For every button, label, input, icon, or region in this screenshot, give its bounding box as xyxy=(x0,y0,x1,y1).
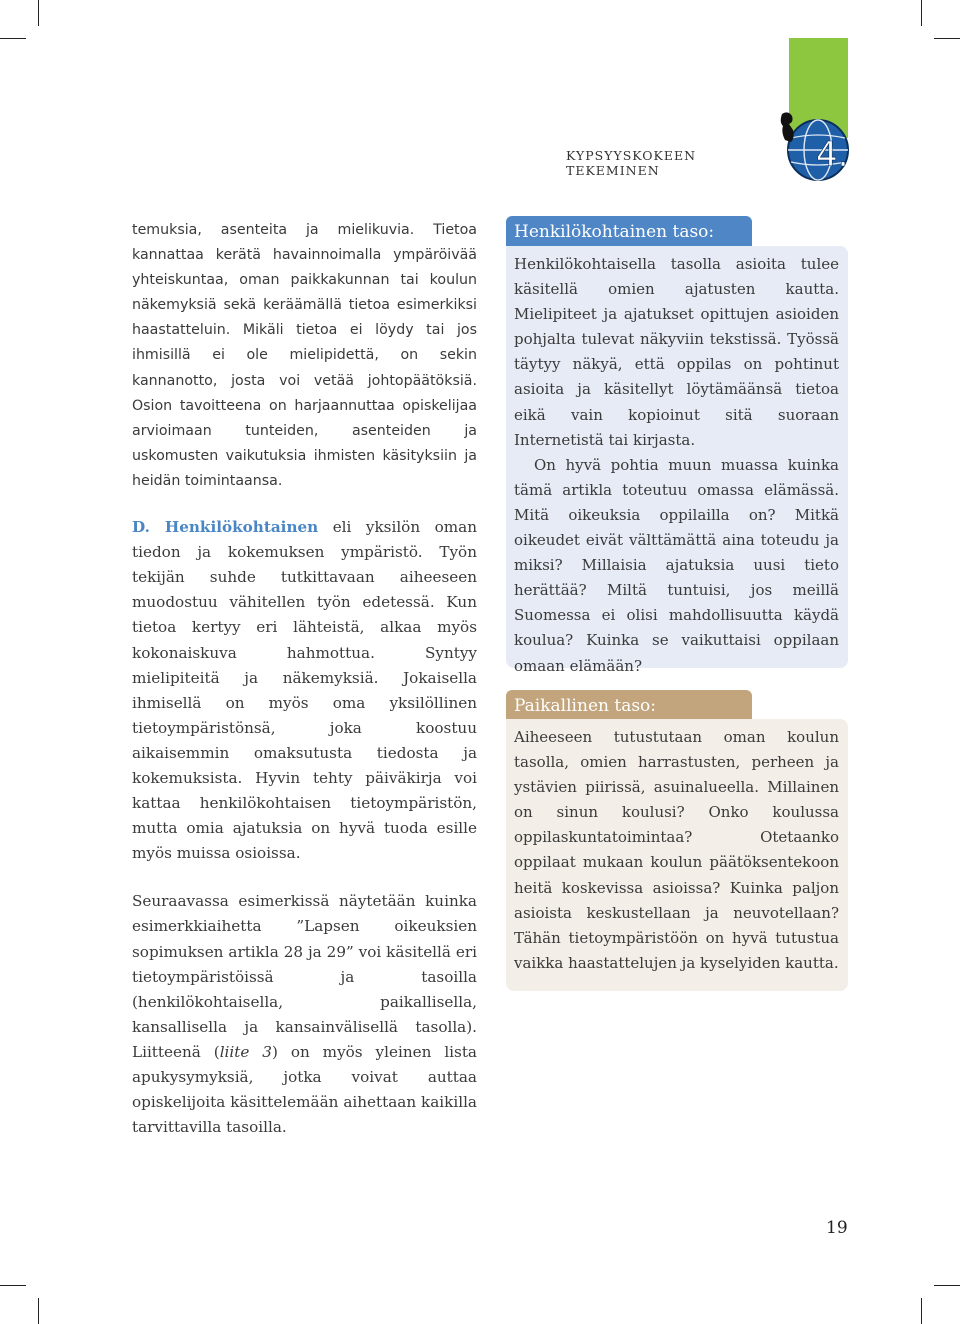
crop-mark xyxy=(921,0,922,26)
crop-mark xyxy=(934,38,960,39)
page-number: 19 xyxy=(826,1218,848,1238)
personal-level-box xyxy=(506,246,848,675)
body-paragraph xyxy=(132,515,477,866)
crop-mark xyxy=(38,1298,39,1324)
crop-mark xyxy=(0,38,26,39)
box-paragraph: On hyvä pohtia muun muassa kuinka tämä artikla toteutuu omassa elämässä. Mitä oikeuksia oppilailla on? Mitkä oikeudet eivät välttämättä aina toteudu ja miksi? Millaisia ajatuksia uusi tieto herättää? Miltä tuntuisi, jos meillä Suomessa ei olisi mahdollisuutta käydä koulua? Kuinka se vaikuttaisi oppilaan omaan elämään? xyxy=(514,455,839,675)
paragraph-text: Seuraavassa esimerkissä näytetään kuinka esimerkkiaihetta ”Lapsen oikeuksien sopimuksen artikla 28 ja 29” voi käsitellä eri tietoympäristöissä ja tasoilla (henkilökohtaisella, paikallisella, kansallisella ja kansainvälisellä tasolla). Liitteenä ( xyxy=(132,892,477,1061)
personal-level-label: Henkilökohtainen taso: xyxy=(506,216,752,248)
left-column xyxy=(132,218,477,1140)
local-level-box xyxy=(506,719,848,991)
body-paragraph: temuksia, asenteita ja mielikuvia. Tietoa kannattaa kerätä havainnoimalla ympäröivää yhteiskuntaa, oman paikkakunnan tai koulun näkemyksiä sekä keräämällä tietoa esimerkiksi haastatteluin. Mikäli tietoa ei löydy tai jos ihmisillä ei ole mielipidettä, on sekin kannanotto, josta voi vetää johtopäätöksiä. Osion tavoitteena on harjaannuttaa opiskelijaa arvioimaan tunteiden, asenteiden ja uskomusten vaikutuksia ihmisten käsityksiin ja heidän toimintaansa. xyxy=(132,222,477,489)
appendix-reference: liite 3 xyxy=(219,1042,272,1061)
section-title: KYPSYYSKOKEEN TEKEMINEN xyxy=(566,148,697,178)
chapter-number: 4. xyxy=(816,135,849,175)
crop-mark xyxy=(934,1285,960,1286)
crop-mark xyxy=(38,0,39,26)
level-term: D. Henkilökohtainen xyxy=(132,518,319,537)
body-paragraph xyxy=(132,889,477,1140)
paragraph-text: ) on myös yleinen lista apukysymyksiä, jotka voivat auttaa opiskelijoita käsittelemään aihettaan kaikilla tarvittavilla tasoilla. xyxy=(132,1042,477,1137)
globe-thinker-icon xyxy=(778,108,854,184)
crop-mark xyxy=(0,1285,26,1286)
crop-mark xyxy=(921,1298,922,1324)
box-paragraph: Henkilökohtaisella tasolla asioita tulee käsitellä omien ajatusten kautta. Mielipiteet ja ajatukset opittujen asioiden pohjalta tulevat näkyviin tekstissä. Työssä täytyy näkyä, että oppilas on pohtinut asioita ja käsitellyt löytämäänsä tietoa eikä vain kopioinut sitä suoraan Internetistä tai kirjasta. xyxy=(514,255,839,449)
paragraph-text: eli yksilön oman tiedon ja kokemuksen ympäristö. Työn tekijän suhde tutkittavaan aiheeseen muodostuu vähitellen työn edetessä. Kun tietoa kertyy eri lähteistä, alkaa myös kokonaiskuva hahmottua. Syntyy mielipiteitä ja näkemyksiä. Jokaisella ihmisellä on myös oma yksilöllinen tietoympäristönsä, joka koostuu aikaisemmin omaksutusta tiedosta ja kokemuksista. Hyvin tehty päiväkirja voi kattaa henkilökohtaisen tietoympäristön, mutta omia ajatuksia on hyvä tuoda esille myös muissa osioissa. xyxy=(132,518,477,863)
box-paragraph: Aiheeseen tutustutaan oman koulun tasolla, omien harrastusten, perheen ja ystävien piirissä, asuinalueella. Millainen on sinun koulusi? Onko koulussa oppilaskuntatoimintaa? Otetaanko oppilaat mukaan koulun päätöksentekoon heitä koskevissa asioissa? Kuinka paljon asioista keskustellaan ja neuvotellaan? Tähän tietoympäristöön on hyvä tutustua vaikka haastattelujen ja kyselyiden kautta. xyxy=(514,728,839,972)
local-level-label: Paikallinen taso: xyxy=(506,690,752,722)
